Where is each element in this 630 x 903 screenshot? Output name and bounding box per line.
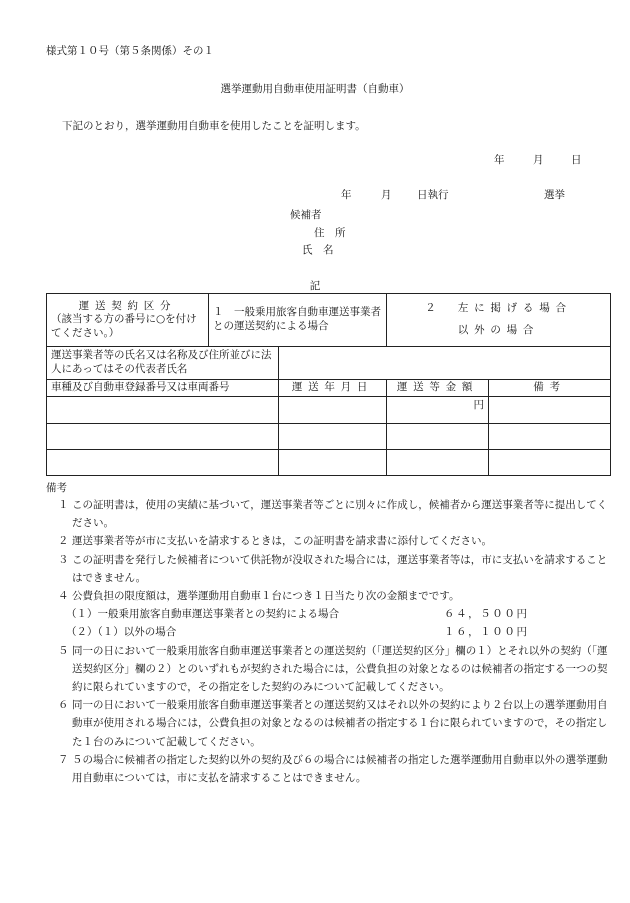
table-row (47, 450, 611, 476)
note-number: ２ (58, 535, 69, 548)
document-title: 選挙運動用自動車使用証明書（自動車） (220, 83, 410, 95)
note-text: この証明書を発行した候補者について供託物が没収された場合には，運送事業者等は，市に支払いを請求することはできません。 (72, 553, 608, 584)
note-number: ６ (58, 699, 69, 712)
row-date[interactable] (279, 450, 387, 476)
contract-label-cell (47, 294, 209, 347)
header-amount: 運送等金額 (387, 380, 489, 397)
candidate-label: 候補者 (290, 209, 322, 221)
note-text: 運送事業者等が市に支払いを請求するときは，この証明書を請求書に添付してください。 (72, 535, 492, 548)
candidate-name-label: 氏 名 (302, 244, 334, 256)
limit-label: （１）一般乗用旅客自動車運送事業者との契約による場合 (66, 608, 339, 621)
exec-month: 月 (381, 189, 392, 201)
note-number: ７ (58, 753, 69, 766)
note-item (46, 696, 616, 751)
usage-table (46, 293, 611, 476)
ki-heading: 記 (309, 280, 321, 292)
row-vehicle[interactable] (47, 424, 279, 450)
row-remarks[interactable] (489, 450, 611, 476)
note-number: ４ (58, 590, 69, 603)
carrier-label: 運送事業者等の氏名又は名称及び住所並びに法人にあってはその代表者氏名 (47, 347, 279, 380)
note-text: 同一の日において一般乗用旅客自動車運送事業者との運送契約又はそれ以外の契約により２台以上の選挙運動用自動車が使用される場合には，公費負担の対象となるのは候補者の指定する１台に限られていますので，その指定した１台のみについて記載してください。 (72, 699, 608, 748)
date-day: 日 (571, 154, 582, 166)
note-item (46, 642, 616, 697)
note-item (46, 551, 616, 587)
contract-option-1[interactable]: １ 一般乗用旅客自動車運送事業者との運送契約による場合 (209, 294, 387, 347)
row-remarks[interactable] (489, 397, 611, 424)
limit-item (46, 605, 616, 623)
row-amount[interactable] (387, 397, 489, 424)
note-text: この証明書は，使用の実績に基づいて，運送事業者等ごとに別々に作成し，候補者から運送事業者等に提出してください。 (72, 499, 608, 530)
row-date[interactable] (279, 397, 387, 424)
note-number: ３ (58, 553, 69, 566)
row-date[interactable] (279, 424, 387, 450)
notes-heading: 備考 (46, 482, 67, 494)
table-row (47, 397, 611, 424)
contract-instruction: （該当する方の番号に○を付けてください。） (51, 313, 197, 339)
note-text: 公費負担の限度額は，選挙運動用自動車１台につき１日当たり次の金額までです。 (72, 590, 460, 603)
limit-label: （２）（１）以外の場合 (66, 626, 177, 639)
row-amount[interactable] (387, 424, 489, 450)
candidate-block (290, 207, 346, 260)
note-item (46, 751, 616, 787)
note-item (46, 587, 616, 605)
exec-day: 日執行 (417, 189, 449, 201)
row-vehicle[interactable] (47, 397, 279, 424)
date-year: 年 (494, 154, 505, 166)
yen-unit: 円 (473, 399, 484, 411)
row-vehicle[interactable] (47, 450, 279, 476)
limit-amount: ６４，５００円 (444, 608, 529, 621)
table-row (47, 424, 611, 450)
contract-option-2[interactable] (387, 294, 611, 347)
exec-year: 年 (341, 189, 352, 201)
note-item (46, 496, 616, 532)
row-remarks[interactable] (489, 424, 611, 450)
limit-item (46, 623, 616, 641)
note-item (46, 532, 616, 550)
note-number: ５ (58, 644, 69, 657)
carrier-field[interactable] (279, 347, 611, 380)
row-amount[interactable] (387, 450, 489, 476)
form-number: 様式第１０号（第５条関係）その１ (46, 45, 214, 57)
option-2-line1: ２ 左に掲げる場合 (425, 302, 572, 315)
header-vehicle: 車種及び自動車登録番号又は車両番号 (47, 380, 279, 397)
limit-amount: １６，１００円 (444, 626, 529, 639)
header-remarks: 備考 (489, 380, 611, 397)
candidate-address-label: 住 所 (314, 226, 346, 239)
contract-label: 運送契約区分 (78, 299, 177, 312)
note-text: ５の場合に候補者の指定した契約以外の契約及び６の場合には候補者の指定した選挙運動用自動車以外の選挙運動用自動車については，市に支払を請求することはできません。 (72, 753, 608, 785)
header-date: 運送年月日 (279, 380, 387, 397)
note-text: 同一の日において一般乗用旅客自動車運送事業者との運送契約（「運送契約区分」欄の１）とそれ以外の契約（「運送契約区分」欄の２）とのいずれもが契約された場合には，公費負担の対象となるのは候補者の指定する一つの契約に限られていますので，その指定をした契約のみについて記載してください。 (72, 644, 608, 694)
option-2-line2: 以外の場合 (457, 324, 540, 336)
intro-text: 下記のとおり，選挙運動用自動車を使用したことを証明します。 (62, 120, 366, 132)
exec-election: 選挙 (544, 189, 565, 201)
notes-section (46, 480, 616, 787)
date-month: 月 (533, 154, 544, 166)
note-number: １ (58, 499, 69, 511)
